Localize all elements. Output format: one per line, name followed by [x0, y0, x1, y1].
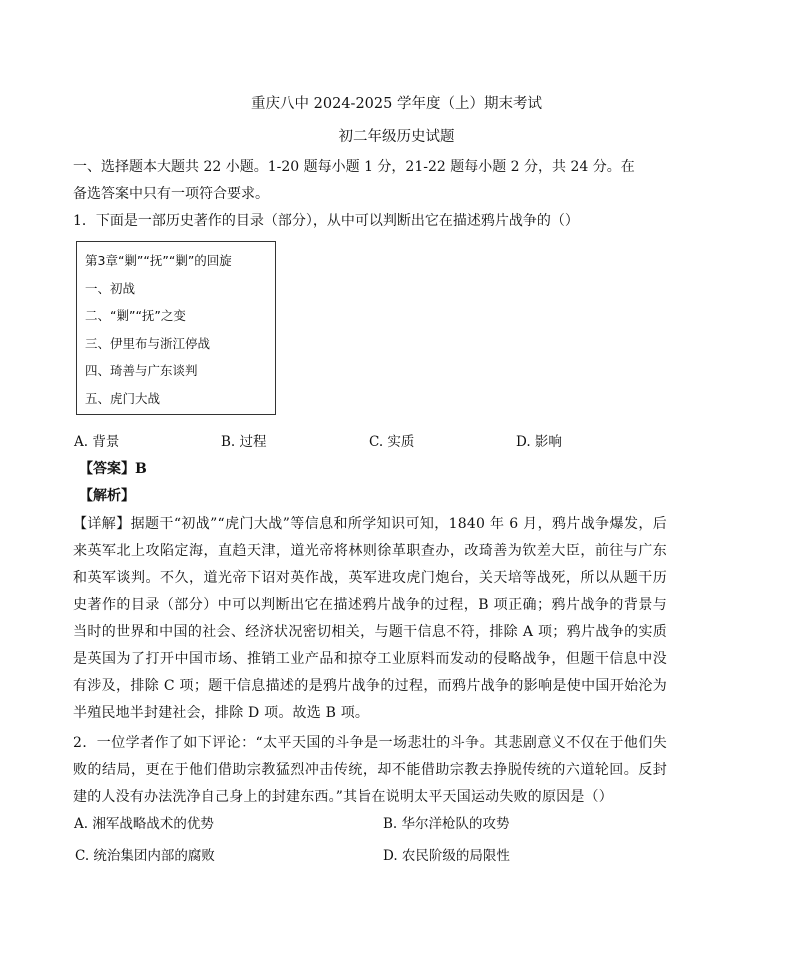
section-instruction-line2: 备选答案中只有一项符合要求。 [73, 186, 269, 202]
section-instruction-line1: 一、选择题本大题共 22 小题。1-20 题每小题 1 分，21-22 题每小题 2 分，共 24 分。在 [73, 159, 635, 175]
q2-option-c: C. 统治集团内部的腐败 [75, 848, 215, 864]
q1-analysis-label: 【解析】 [79, 488, 135, 504]
q2-option-b: B. 华尔洋枪队的攻势 [383, 816, 510, 832]
q1-option-b: B. 过程 [221, 434, 267, 450]
q1-option-c: C. 实质 [369, 434, 415, 450]
toc-item: 四、琦善与广东谈判 [85, 363, 198, 378]
exam-subtitle: 初二年级历史试题 [338, 129, 455, 145]
q2-option-d: D. 农民阶级的局限性 [383, 848, 510, 864]
question-2-stem: 2．一位学者作了如下评论：“太平天国的斗争是一场悲壮的斗争。其悲剧意义不仅在于他们失败的结局，更在于他们借助宗教猛烈冲击传统，却不能借助宗教去挣脱传统的六道轮回。反封建的人没有办法洗净自己身上的封建东西。”其旨在说明太平天国运动失败的原因是（） [73, 735, 667, 805]
exam-title: 重庆八中 2024-2025 学年度（上）期末考试 [251, 96, 542, 112]
toc-item: 五、虎门大战 [85, 391, 161, 406]
q1-option-a: A. 背景 [74, 434, 120, 450]
q1-answer: 【答案】B [79, 461, 147, 477]
toc-item: 三、伊里布与浙江停战 [85, 336, 211, 351]
toc-item: 一、初战 [85, 281, 136, 296]
q1-option-d: D. 影响 [516, 434, 562, 450]
q2-option-a: A. 湘军战略战术的优势 [74, 816, 214, 832]
toc-chapter-title: 第3章“剿”“抚”“剿”的回旋 [85, 253, 232, 268]
table-of-contents-box [76, 241, 276, 415]
question-1-stem: 1．下面是一部历史著作的目录（部分），从中可以判断出它在描述鸦片战争的（） [73, 213, 579, 229]
q1-detail-explanation: 【详解】据题干“初战”“虎门大战”等信息和所学知识可知，1840 年 6 月，鸦片战争爆发，后来英军北上攻陷定海，直趋天津，道光帝将林则徐革职查办，改琦善为钦差大臣，前往与广东和英军谈判。不久，道光帝下诏对英作战，英军进攻虎门炮台，关天培等战死，所以从题干历史著作的目录（部分）中可以判断出它在描述鸦片战争的过程，B 项正确；鸦片战争的背景与当时的世界和中国的社会、经济状况密切相关，与题干信息不符，排除 A 项；鸦片战争的实质是英国为了打开中国市场、推销工业产品和掠夺工业原料而发动的侵略战争，但题干信息中没有涉及，排除 C 项；题干信息描述的是鸦片战争的过程，而鸦片战争的影响是使中国开始沦为半殖民地半封建社会，排除 D 项。故选 B 项。 [73, 516, 667, 721]
toc-item: 二、“剿”“抚”之变 [85, 308, 186, 323]
